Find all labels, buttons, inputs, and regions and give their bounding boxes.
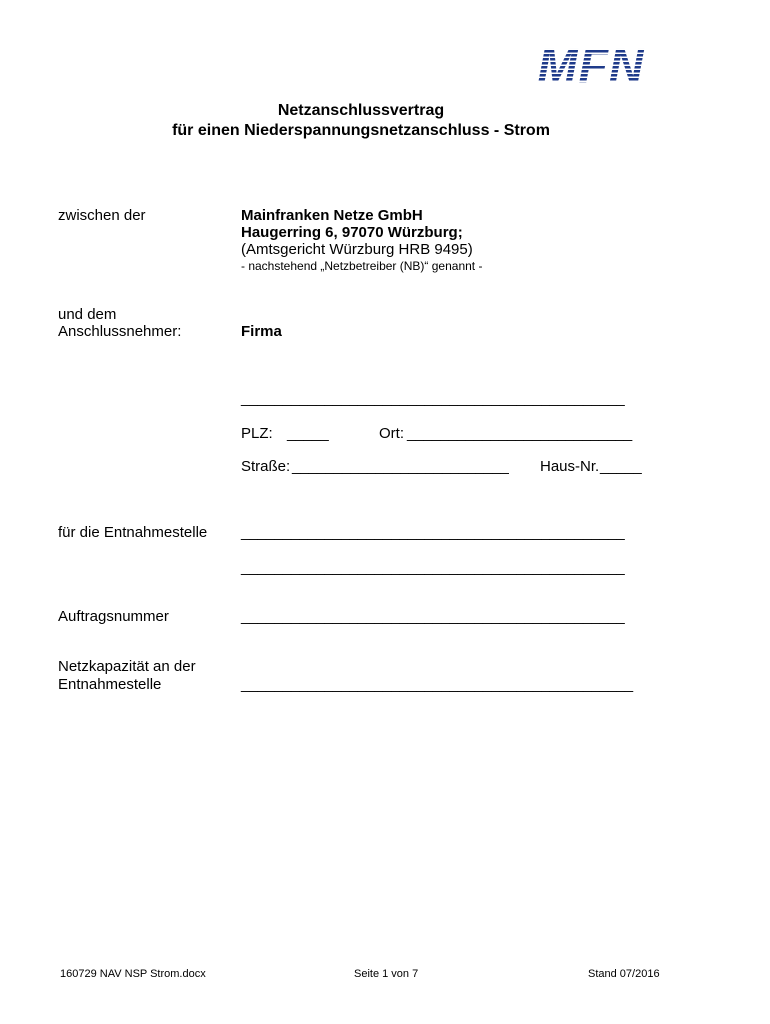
entnahme-label: für die Entnahmestelle xyxy=(58,524,208,541)
strasse-line[interactable]: __________________________ xyxy=(292,458,509,475)
plz-line[interactable]: _____ xyxy=(287,425,329,442)
hausnr-label: Haus-Nr. xyxy=(540,458,600,475)
document-subtitle: für einen Niederspannungsnetzanschluss - Strom xyxy=(172,122,550,139)
entnahme-line-1[interactable]: ______________________________________________ xyxy=(241,524,625,541)
auftrag-line[interactable]: ______________________________________________ xyxy=(241,608,625,625)
logo-text: MFN xyxy=(537,42,645,86)
kapazitaet-label-line1: Netzkapazität an der xyxy=(58,658,196,675)
and-label-line2: Anschlussnehmer: xyxy=(58,323,182,340)
customer-name-line[interactable]: ______________________________________________ xyxy=(241,390,625,407)
operator-address: Haugerring 6, 97070 Würzburg; xyxy=(241,224,463,241)
kapazitaet-label-line2: Entnahmestelle xyxy=(58,676,162,693)
auftrag-label: Auftragsnummer xyxy=(58,608,169,625)
operator-name: Mainfranken Netze GmbH xyxy=(241,207,423,224)
document-title: Netzanschlussvertrag xyxy=(277,102,445,119)
hausnr-line[interactable]: _____ xyxy=(600,458,642,475)
ort-line[interactable]: ___________________________ xyxy=(407,425,633,442)
and-label-line1: und dem xyxy=(58,306,117,323)
entnahme-line-2[interactable]: ______________________________________________ xyxy=(241,559,625,576)
between-label: zwischen der xyxy=(58,207,146,224)
plz-label: PLZ: xyxy=(241,425,273,442)
footer-filename: 160729 NAV NSP Strom.docx xyxy=(60,968,206,980)
company-logo xyxy=(518,42,664,86)
operator-register: (Amtsgericht Würzburg HRB 9495) xyxy=(241,241,473,258)
operator-alias: - nachstehend „Netzbetreiber (NB)“ genannt - xyxy=(241,259,483,273)
mfn-logo-graphic xyxy=(518,42,664,86)
strasse-label: Straße: xyxy=(241,458,291,475)
footer-stand: Stand 07/2016 xyxy=(588,968,660,980)
kapazitaet-line[interactable]: _______________________________________________ xyxy=(241,676,634,693)
customer-type: Firma xyxy=(241,323,282,340)
footer-page-number: Seite 1 von 7 xyxy=(354,968,419,980)
ort-label: Ort: xyxy=(379,425,404,442)
